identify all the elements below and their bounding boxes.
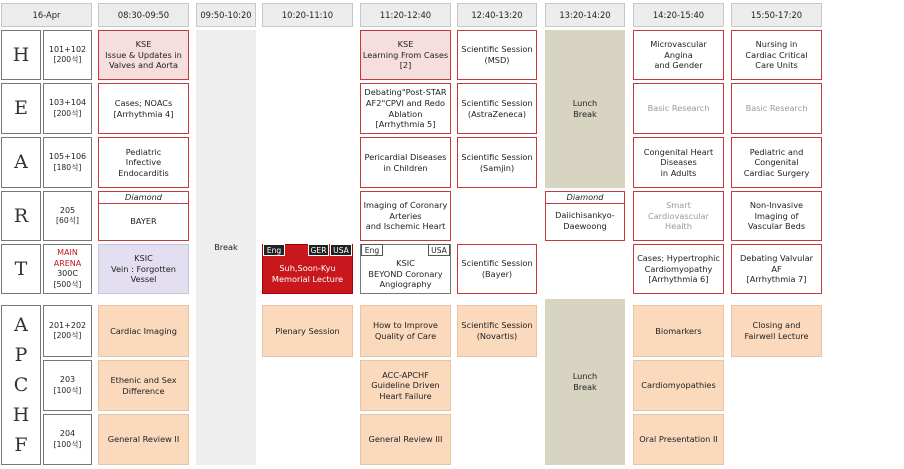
session-p1-1020[interactable] xyxy=(262,305,353,357)
session-text-line: Ethenic and Sex xyxy=(110,374,177,385)
session-text-line: Imaging of xyxy=(754,210,799,221)
session-p1-1240[interactable] xyxy=(457,305,537,357)
session-text-line: Vein : Forgotten xyxy=(111,263,176,274)
session-p2-0830[interactable] xyxy=(98,360,189,411)
session-text-line: KSIC xyxy=(134,253,153,264)
room-number: 203 xyxy=(59,375,76,385)
session-text-line: and Ischemic Heart xyxy=(365,221,446,232)
session-text-line: Cardiac Imaging xyxy=(110,325,177,336)
room-101-102 xyxy=(43,30,92,80)
session-text-line: Scientific Session xyxy=(461,320,533,331)
session-p1-1120[interactable] xyxy=(360,305,451,357)
header-slot-7: 14:20-15:40 xyxy=(633,3,724,27)
session-text-line: Pericardial Diseases xyxy=(364,151,447,162)
session-t-1550[interactable] xyxy=(731,244,822,294)
session-text-line: General Review III xyxy=(368,434,443,445)
session-h-0830[interactable] xyxy=(98,30,189,80)
header-slot-2: 09:50-10:20 xyxy=(196,3,256,27)
session-text-line: How to Improve xyxy=(373,320,438,331)
session-p3-0830[interactable] xyxy=(98,414,189,465)
apchf-letter: P xyxy=(14,343,28,366)
diamond-tag: Diamond xyxy=(546,192,624,204)
session-r-1420[interactable] xyxy=(633,191,724,241)
main-arena-label: ARENA xyxy=(53,258,82,268)
session-text-line: Oral Presentation II xyxy=(639,434,718,445)
session-text-line: Quality of Care xyxy=(374,331,437,341)
apchf-letter: C xyxy=(13,373,29,396)
session-text-line: Plenary Session xyxy=(275,325,340,336)
session-text-line: Valves and Aorta xyxy=(108,60,179,71)
session-text-line: General Review II xyxy=(107,434,180,445)
room-main-arena xyxy=(43,244,92,294)
session-text-line: Microvascular xyxy=(650,39,707,50)
apchf-letters xyxy=(1,305,41,465)
session-p3-1420[interactable] xyxy=(633,414,724,465)
lunch-label: Lunch xyxy=(572,98,598,109)
session-text-line: [Arrhythmia 4] xyxy=(113,108,174,119)
header-slot-1: 08:30-09:50 xyxy=(98,3,189,27)
session-text-line: Congenital xyxy=(754,157,799,168)
session-text-line: Difference xyxy=(122,385,165,396)
session-text-line: Debating"Post-STAR xyxy=(364,87,447,98)
break-column xyxy=(196,30,256,465)
session-text-line: Infective xyxy=(125,157,162,168)
session-r-0830[interactable] xyxy=(98,191,189,241)
session-text-line: Pediatric xyxy=(125,146,162,157)
room-capacity: [200석] xyxy=(53,331,82,341)
room-capacity: [60석] xyxy=(56,216,79,226)
session-text-line: Non-Invasive xyxy=(749,200,804,211)
room-205 xyxy=(43,191,92,241)
session-text-line: Scientific Session xyxy=(461,44,533,55)
session-r-1550[interactable] xyxy=(731,191,822,241)
break-label: Break xyxy=(214,242,238,253)
session-text-line: KSIC xyxy=(396,258,415,269)
lunch-label: Break xyxy=(573,382,597,392)
session-text-line: Issue & Updates in xyxy=(105,49,182,60)
session-text-line: Nursing in xyxy=(755,39,798,50)
session-h-1550[interactable] xyxy=(731,30,822,80)
session-title xyxy=(368,258,442,290)
lunch-label: Lunch xyxy=(572,371,598,382)
session-r-1320[interactable] xyxy=(545,191,625,241)
session-a-1420[interactable] xyxy=(633,137,724,188)
session-text-line: Daewoong xyxy=(563,221,607,231)
lang-tag-eng: Eng xyxy=(263,244,285,256)
header-slot-3: 10:20-11:10 xyxy=(262,3,353,27)
room-capacity: [200석] xyxy=(53,108,82,118)
session-text-line: in Children xyxy=(383,162,428,173)
row-letter-t: T xyxy=(1,244,41,294)
header-date: 16-Apr xyxy=(1,3,92,27)
session-text-line: Diseases xyxy=(660,157,697,168)
sponsor-name xyxy=(555,210,615,231)
session-text-line: Guideline Driven xyxy=(371,380,440,391)
lang-tag-usa: USA xyxy=(330,244,352,256)
row-letter-h: H xyxy=(1,30,41,80)
apchf-letter: F xyxy=(14,433,28,456)
session-text-line: Ablation xyxy=(388,108,423,119)
room-number: 105+106 xyxy=(48,152,87,162)
session-text-line: Arteries xyxy=(389,210,422,221)
session-text-line: [2] xyxy=(399,60,412,71)
session-text-line: KSE xyxy=(135,39,152,50)
room-number: 205 xyxy=(59,205,76,215)
session-text-line: AF xyxy=(771,263,782,274)
session-text-line: in Adults xyxy=(660,167,697,178)
session-text-line: Suh,Soon-Kyu xyxy=(279,263,336,274)
session-a-1550[interactable] xyxy=(731,137,822,188)
session-text-line: Vessel xyxy=(130,274,157,285)
memorial-lecture-title xyxy=(272,263,343,284)
room-number: 300C xyxy=(57,269,78,279)
session-text-line: Health xyxy=(665,221,692,232)
room-number: 101+102 xyxy=(48,44,87,54)
main-arena-label: MAIN xyxy=(57,248,78,258)
session-text-line: Cardiomyopathies xyxy=(641,380,716,391)
session-text-line: AF2"CPVI and Redo xyxy=(365,97,446,108)
session-text-line: and Gender xyxy=(654,60,703,71)
session-text-line: Angina xyxy=(664,49,693,60)
session-text-line: Cases; Hypertrophic xyxy=(637,253,720,264)
apchf-letter: H xyxy=(12,403,30,426)
session-r-1120[interactable] xyxy=(360,191,451,241)
session-text-line: KSE xyxy=(397,39,414,50)
session-a-1120[interactable] xyxy=(360,137,451,188)
session-t-1420[interactable] xyxy=(633,244,724,294)
session-h-1240[interactable] xyxy=(457,30,537,80)
room-103-104 xyxy=(43,83,92,134)
session-text-line: Memorial Lecture xyxy=(271,274,344,284)
session-text-line: (MSD) xyxy=(484,55,510,65)
session-text-line: Basic Research xyxy=(745,103,808,114)
room-number: 201+202 xyxy=(48,320,87,330)
room-203 xyxy=(43,360,92,411)
room-capacity: [100석] xyxy=(53,439,82,449)
session-text-line: Scientific Session xyxy=(461,151,533,162)
row-letter-a: A xyxy=(1,137,41,188)
session-text-line: (Novartis) xyxy=(476,331,518,341)
session-text-line: Cardiac Surgery xyxy=(743,167,810,178)
lang-tag-usa: USA xyxy=(428,244,450,256)
room-number: 103+104 xyxy=(48,98,87,108)
room-capacity: [200석] xyxy=(53,55,82,65)
session-a-1240[interactable] xyxy=(457,137,537,188)
session-text-line: Smart xyxy=(666,200,691,211)
session-t-1240[interactable] xyxy=(457,244,537,294)
session-e-1240[interactable] xyxy=(457,83,537,134)
lunch-label: Break xyxy=(573,109,597,119)
session-p2-1120[interactable] xyxy=(360,360,451,411)
session-p2-1420[interactable] xyxy=(633,360,724,411)
session-text-line: Scientific Session xyxy=(461,97,533,108)
row-letter-r: R xyxy=(1,191,41,241)
session-text-line: BEYOND Coronary xyxy=(368,268,443,279)
session-text-line: Learning From Cases xyxy=(362,49,449,60)
diamond-tag: Diamond xyxy=(99,192,188,204)
row-letter-e: E xyxy=(1,83,41,134)
session-p1-1550[interactable] xyxy=(731,305,822,357)
lunch-block-bottom xyxy=(545,299,625,465)
header-slot-8: 15:50-17:20 xyxy=(731,3,822,27)
session-t-0830[interactable] xyxy=(98,244,189,294)
session-text-line: Imaging of Coronary xyxy=(363,200,448,211)
session-text-line: Basic Research xyxy=(647,103,710,114)
session-text-line: Cases; NOACs xyxy=(114,97,173,108)
room-201-202 xyxy=(43,305,92,357)
room-capacity: [500석] xyxy=(53,279,82,289)
session-text-line: Endocarditis xyxy=(118,167,169,178)
lang-tag-eng: Eng xyxy=(361,244,383,256)
session-e-1120[interactable] xyxy=(360,83,451,134)
lang-tag-ger: GER xyxy=(308,244,329,256)
session-text-line: Vascular Beds xyxy=(747,221,806,232)
session-text-line: Cardiovascular xyxy=(648,210,709,221)
session-text-line: Fairwell Lecture xyxy=(744,331,809,341)
session-text-line: Cardiomyopathy xyxy=(644,263,713,274)
session-text-line: (Bayer) xyxy=(481,269,513,279)
room-105-106 xyxy=(43,137,92,188)
session-text-line: Pediatric and xyxy=(749,146,804,157)
session-text-line: Cardiac Critical xyxy=(745,49,808,60)
room-number: 204 xyxy=(59,429,76,439)
session-text-line: Scientific Session xyxy=(461,258,533,269)
session-e-0830[interactable] xyxy=(98,83,189,134)
session-p3-1120[interactable] xyxy=(360,414,451,465)
session-text-line: (Samjin) xyxy=(479,162,515,173)
apchf-letter: A xyxy=(14,313,28,336)
sponsor-name xyxy=(130,216,156,227)
session-a-0830[interactable] xyxy=(98,137,189,188)
session-e-1550[interactable] xyxy=(731,83,822,134)
room-204 xyxy=(43,414,92,465)
session-text-line: Biomarkers xyxy=(655,325,702,336)
header-slot-6: 13:20-14:20 xyxy=(545,3,625,27)
session-text-line: [Arrhythmia 6] xyxy=(648,274,709,285)
session-p1-1420[interactable] xyxy=(633,305,724,357)
session-text-line: Debating Valvular xyxy=(740,253,813,264)
session-text-line: Closing and xyxy=(752,320,801,331)
session-h-1120[interactable] xyxy=(360,30,451,80)
session-text-line: [Arrhythmia 7] xyxy=(746,274,807,285)
session-text-line: Daiichisankyo- xyxy=(555,210,615,221)
session-p1-0830[interactable] xyxy=(98,305,189,357)
lunch-block-top xyxy=(545,30,625,188)
session-text-line: BAYER xyxy=(130,215,157,226)
session-text-line: (AstraZeneca) xyxy=(467,108,527,119)
session-text-line: Congenital Heart xyxy=(643,146,714,157)
room-capacity: [180석] xyxy=(53,162,82,172)
session-text-line: Care Units xyxy=(755,60,798,71)
session-h-1420[interactable] xyxy=(633,30,724,80)
session-text-line: Angiography xyxy=(379,279,432,290)
header-slot-4: 11:20-12:40 xyxy=(360,3,451,27)
room-capacity: [100석] xyxy=(53,385,82,395)
session-e-1420[interactable] xyxy=(633,83,724,134)
session-text-line: Heart Failure xyxy=(379,390,432,401)
session-text-line: [Arrhythmia 5] xyxy=(375,119,436,130)
session-text-line: ACC-APCHF xyxy=(382,369,429,380)
header-slot-5: 12:40-13:20 xyxy=(457,3,537,27)
